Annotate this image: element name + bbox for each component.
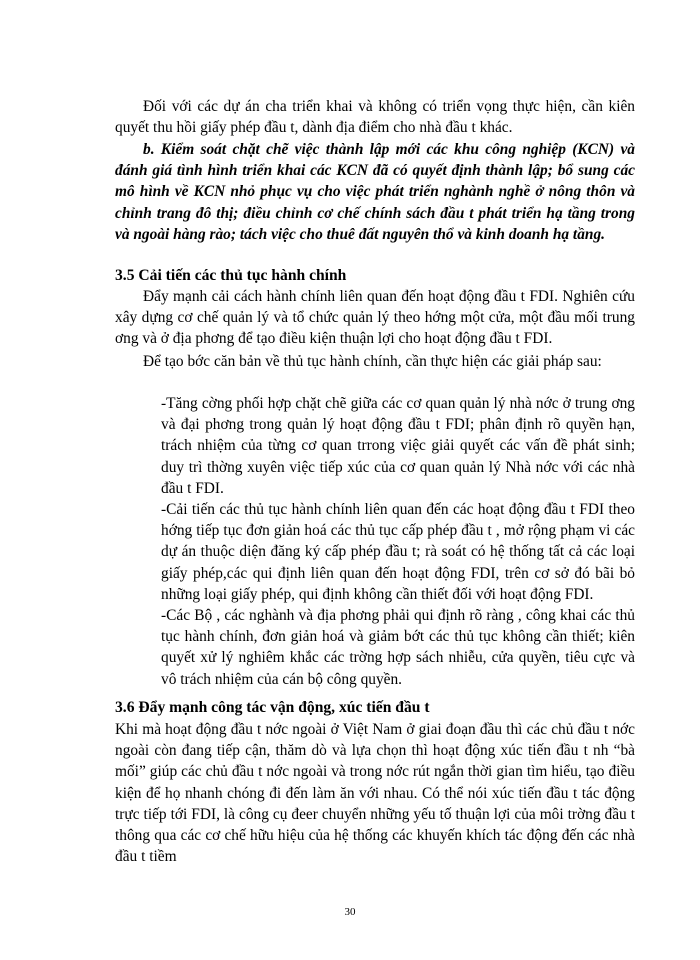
bullet-coordination: -Tăng cờng phối hợp chặt chẽ giữa các cơ quan quản lý nhà nớc ở trung ơng và đại phơng trong quản lý hoạt động đầu t FDI; phân định rõ quyền hạn, trách nhiệm của từng cơ quan trrong việc giải quyết các vấn đề phát sinh; duy trì thờng xuyên việc tiếp xúc của cơ quan quản lý Nhà nớc với các nhà đầu t FDI. xyxy=(161,395,635,497)
paragraph-investment-promotion: Khi mà hoạt động đầu t nớc ngoài ở Việt Nam ở giai đoạn đầu thì các chủ đầu t nớc ngoài còn đang tiếp cận, thăm dò và lựa chọn thì hoạt động xúc tiến đầu t nh “bà mối” giúp các chủ đầu t nớc ngoài và trong nớc rút ngắn thời gian tìm hiểu, tạo điều kiện để họ nhanh chóng đi đến làm ăn với nhau. Có thể nói xúc tiến đầu t tác động trực tiếp tới FDI, là công cụ đeer chuyển những yếu tố thuận lợi của môi trờng đầu t thông qua các cơ chế hữu hiệu của hệ thống các khuyến khích tác động đến các nhà đầu t tiềm xyxy=(115,721,635,866)
paragraph-solutions-intro: Để tạo bớc căn bản về thủ tục hành chính, cần thực hiện các giải pháp sau: xyxy=(143,353,602,370)
section-heading-3-5: 3.5 Cải tiến các thủ tục hành chính xyxy=(115,267,347,284)
paragraph-industrial-zones: b. Kiểm soát chặt chẽ việc thành lập mới các khu công nghiệp (KCN) và đánh giá tình hình triển khai các KCN đã có quyết định thành lập; bổ sung các mô hình về KCN nhỏ phục vụ cho việc phát triển nghành nghề ở nông thôn và chỉnh trang đô thị; điều chỉnh cơ chế chính sách đầu t phát triển hạ tầng trong và ngoài hàng rào; tách việc cho thuê đất nguyên thổ và kinh doanh hạ tầng. xyxy=(115,141,635,243)
paragraph-revoke-licenses: Đối với các dự án cha triển khai và không có triển vọng thực hiện, cần kiên quyết thu hồi giấy phép đầu t, dành địa điểm cho nhà đầu t khác. xyxy=(115,98,635,137)
bullet-ministries-transparency: -Các Bộ , các nghành và địa phơng phải qui định rõ ràng , công khai các thủ tục hành chính, đơn giản hoá và giảm bớt các thủ tục không cần thiết; kiên quyết xử lý nghiêm khắc các trờng hợp sách nhiễu, cửa quyền, tiêu cực và vô trách nhiệm của cán bộ công quyền. xyxy=(161,607,635,688)
bullet-simplify-procedures: -Cải tiến các thủ tục hành chính liên quan đến các hoạt động đầu t FDI theo hớng tiếp tục đơn giản hoá các thủ tục cấp phép đầu t , mở rộng phạm vi các dự án thuộc diện đăng ký cấp phép đầu t; rà soát có hệ thống tất cả các loại giấy phép,các qui định liên quan đến hoạt động FDI, trên cơ sở đó bãi bỏ những loại giấy phép, qui định không cần thiết đối với hoạt động FDI. xyxy=(161,501,635,603)
section-heading-3-6: 3.6 Đẩy mạnh công tác vận động, xúc tiến đầu t xyxy=(115,699,430,716)
paragraph-administrative-reform: Đẩy mạnh cải cách hành chính liên quan đến hoạt động đầu t FDI. Nghiên cứu xây dựng cơ chế quản lý và tổ chức quản lý theo hớng một cửa, một đầu mối trung ơng và ở địa phơng để tạo điều kiện thuận lợi cho hoạt động đầu t FDI. xyxy=(115,288,635,348)
page-number: 30 xyxy=(344,906,356,918)
